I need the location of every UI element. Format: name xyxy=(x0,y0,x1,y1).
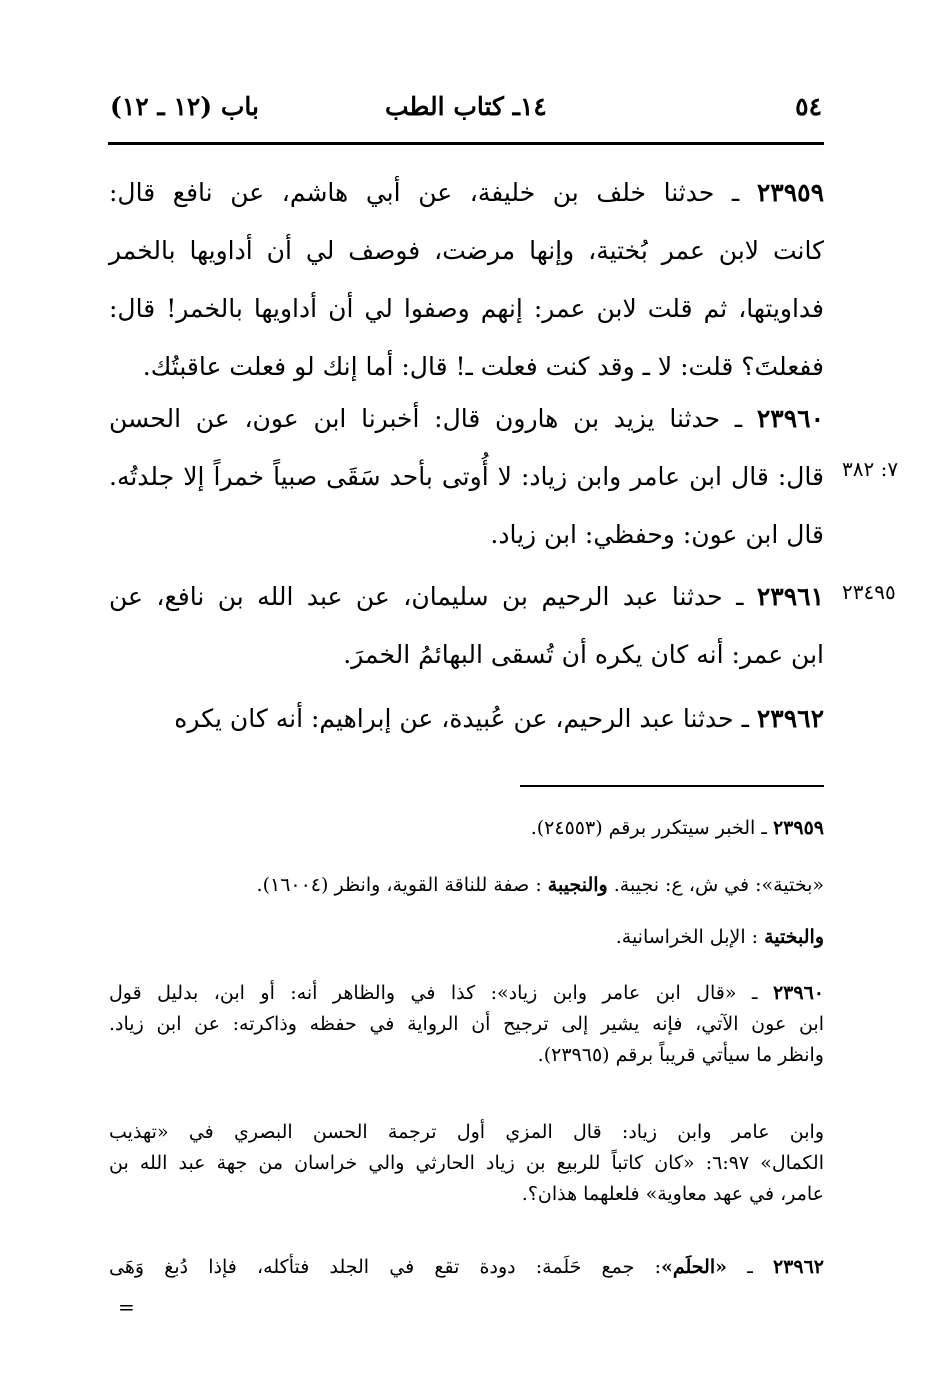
footnote-number: ٢٣٩٦٠ xyxy=(772,982,824,1004)
hadith-23961 xyxy=(109,568,824,684)
hadith-number: ٢٣٩٦٢ xyxy=(756,704,824,733)
footnote-bukhtiya: «بختية»: في ش، ع: نجيبة. والنجيبة : صفة للناقة القوية، وانظر (١٦٠٠٤). xyxy=(256,874,824,896)
hadith-23962 xyxy=(109,690,824,748)
hadith-line: كانت لابن عمر بُختية، وإنها مرضت، فوصف لي أن أداويها بالخمر xyxy=(109,236,824,265)
hadith-line: فداويتها، ثم قلت لابن عمر: إنهم وصفوا لي أن أداويها بالخمر! قال: xyxy=(109,294,824,323)
footnote-rule xyxy=(520,785,824,787)
footnote-number: ٢٣٩٥٩ xyxy=(772,817,824,839)
hadith-line: ٢٣٩٥٩ ـ حدثنا خلف بن خليفة، عن أبي هاشم، عن نافع قال: xyxy=(109,178,824,207)
margin-reference: ٢٣٤٩٥ xyxy=(842,580,896,604)
hadith-line: قال: قال ابن عامر وابن زياد: لا أُوتى بأحد سَقَى صبياً خمراً إلا جلدتُه. xyxy=(109,462,824,491)
hadith-line: ابن عمر: أنه كان يكره أن تُسقى البهائمُ الخمرَ. xyxy=(343,640,824,669)
hadith-number: ٢٣٩٦٠ xyxy=(756,404,824,433)
footnote-23959: ٢٣٩٥٩ ـ الخبر سيتكرر برقم (٢٤٥٥٣). xyxy=(530,817,824,839)
chapter-label: باب (١٢ ـ ١٢) xyxy=(110,92,259,121)
margin-reference: ٧: ٣٨٢ xyxy=(842,457,899,481)
hadith-line: ففعلتَ؟ قلت: لا ـ وقد كنت فعلت ـ! قال: أما إنك لو فعلت عاقبتُك. xyxy=(142,352,824,381)
footnote-ibn-amir: وابن عامر وابن زياد: قال المزي أول ترجمة الحسن البصري في «تهذيب الكمال» ٦:٩٧: «كان كاتباً للربيع بن زياد الحارثي والي خراسان من جهة عبد الله بن عامر، في عهد معاوية» فلعلهما هذان؟. xyxy=(109,1121,824,1205)
hadith-23960 xyxy=(109,390,824,564)
footnote-23962: ٢٣٩٦٢ ـ «الحلَم»: جمع حَلَمة: دودة تقع في الجلد فتأكله، فإذا دُبغ وَهَى xyxy=(109,1256,824,1278)
hadith-line: ٢٣٩٦١ ـ حدثنا عبد الرحيم بن سليمان، عن عبد الله بن نافع، عن xyxy=(109,582,824,611)
page-number: ٥٤ xyxy=(795,92,822,121)
hadith-line: قال ابن عون: وحفظي: ابن زياد. xyxy=(490,520,824,549)
hadith-23959 xyxy=(109,164,824,396)
footnote-number: ٢٣٩٦٢ xyxy=(772,1256,824,1278)
footnote-definition: والبختية : الإبل الخراسانية. xyxy=(615,926,824,948)
hadith-number: ٢٣٩٦١ xyxy=(756,582,824,611)
hadith-line: ٢٣٩٦٢ ـ حدثنا عبد الرحيم، عن عُبيدة، عن إبراهيم: أنه كان يكره xyxy=(174,704,824,733)
hadith-number: ٢٣٩٥٩ xyxy=(756,178,824,207)
continuation-mark: = xyxy=(118,1295,135,1319)
book-title: ١٤ـ كتاب الطب xyxy=(385,92,547,121)
hadith-line: ٢٣٩٦٠ ـ حدثنا يزيد بن هارون قال: أخبرنا ابن عون، عن الحسن xyxy=(109,404,824,433)
footnote-23960: ٢٣٩٦٠ ـ «قال ابن عامر وابن زياد»: كذا في والظاهر أنه: أو ابن، بدليل قول ابن عون الآتي، فإنه يشير إلى ترجيح أن الرواية في حفظه وذاكرته: عن ابن زياد. وانظر ما سيأتي قريباً برقم (٢٣٩٦٥). xyxy=(109,982,824,1066)
header-rule xyxy=(108,142,824,145)
